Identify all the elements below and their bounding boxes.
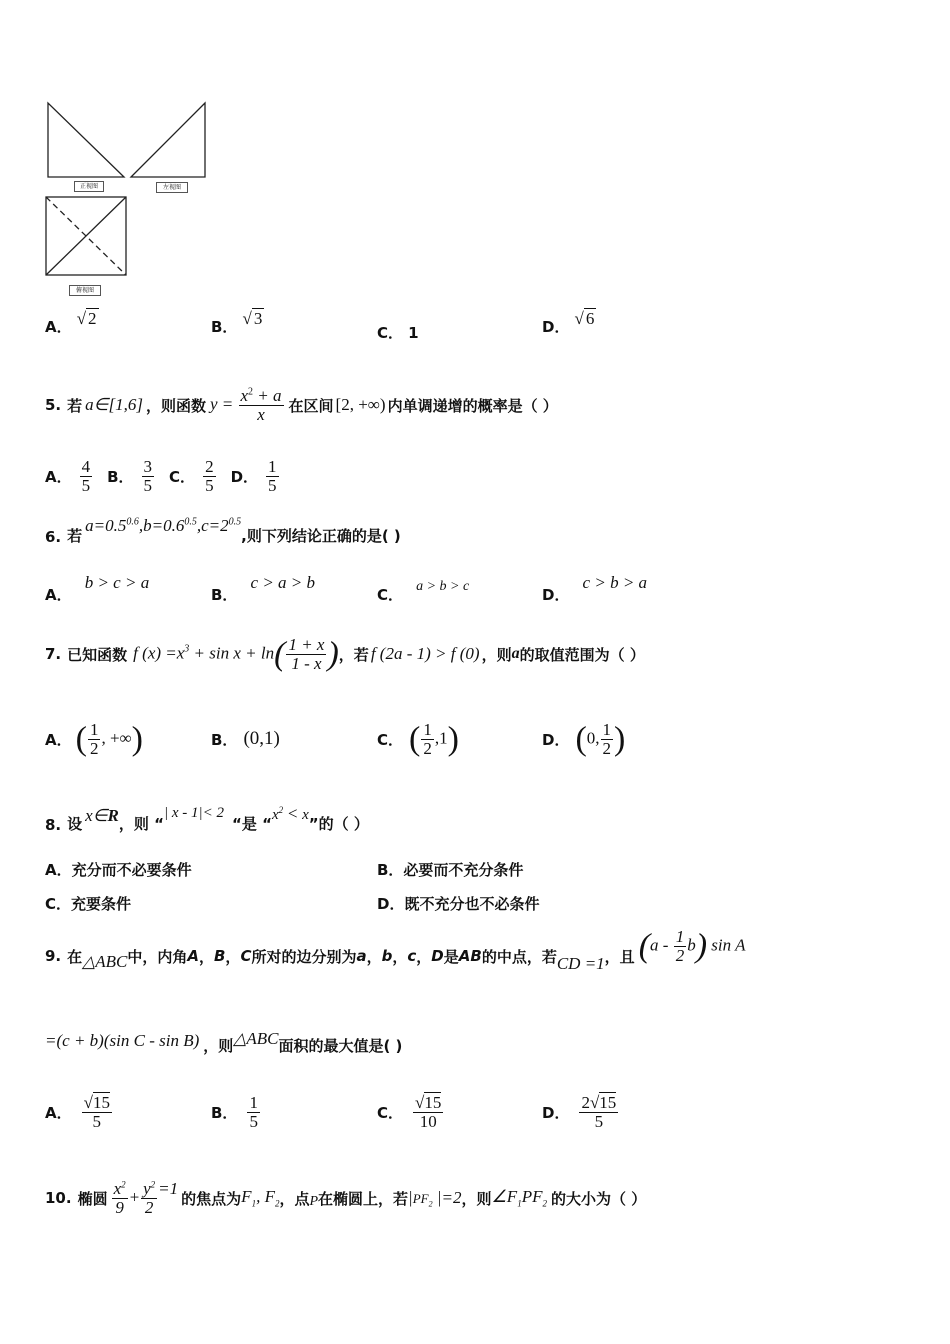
q9-number: 9. <box>45 947 62 965</box>
q5-d-fraction: $\frac{1}{5}$ <box>268 456 277 495</box>
side-view-triangle <box>131 103 205 177</box>
q9-condition-left: (a - $\frac{1}{2}$ b) sin A <box>638 926 746 965</box>
q8-option-a[interactable]: A．充分而不必要条件 <box>45 861 192 879</box>
q10-foci: $F_1$, $F_2$ <box>241 1187 280 1209</box>
q4-option-a[interactable] <box>45 309 99 337</box>
q5-domain: a∈[1,6] <box>85 395 143 414</box>
q7-inequality: f (2a - 1) > f (0) <box>370 644 480 663</box>
q5-number: 5. <box>45 396 62 414</box>
q9-option-a[interactable]: A． $\frac{√15}{5}$ <box>45 1092 110 1131</box>
q5-function: y = $\frac{x^2 + a}{x}$ <box>209 385 282 424</box>
q9-option-d[interactable]: D． $\frac{2√15}{5}$ <box>542 1092 617 1131</box>
q6-option-b[interactable]: B． c > a > b <box>211 573 316 604</box>
q5-interval: [2, +∞) <box>335 395 386 414</box>
q4-a-label: A． <box>45 318 72 336</box>
q5-c-label[interactable]: C． <box>169 467 196 486</box>
q10-angle: $\angle F_1PF_2$ <box>491 1187 547 1209</box>
q10-distance: $|PF_2$ |=2 <box>408 1187 462 1209</box>
q4-c-value: 1 <box>408 324 419 342</box>
q5-a-fraction: $\frac{4}{5}$ <box>81 456 91 495</box>
q6-number: 6. <box>45 528 62 546</box>
q7-option-b[interactable]: B． (0,1) <box>211 728 280 749</box>
q4-option-b[interactable] <box>211 309 264 337</box>
q4-d-label: D． <box>542 318 570 336</box>
q8-option-d[interactable]: D．既不充分也不必条件 <box>377 895 540 913</box>
q8-option-c[interactable]: C．充要条件 <box>45 895 132 913</box>
q5-b-fraction: $\frac{3}{5}$ <box>143 456 153 495</box>
q8-condition-2: $x^2 < x$ <box>271 804 309 823</box>
q6-option-a[interactable]: A． b > c > a <box>45 573 150 604</box>
q8-option-b[interactable]: B．必要而不充分条件 <box>377 861 524 879</box>
q8-var: x∈R <box>85 806 119 825</box>
three-view-figure <box>40 95 220 305</box>
q7-option-c[interactable]: C． ( $\frac{1}{2}$ ,1) <box>377 719 459 758</box>
q9-cd: CD =1 <box>556 954 605 973</box>
q7-option-d[interactable]: D． (0, $\frac{1}{2}$ ) <box>542 719 626 758</box>
q9-option-b[interactable]: B． $\frac{1}{5}$ <box>211 1092 258 1131</box>
q5-c-fraction: $\frac{2}{5}$ <box>205 456 214 495</box>
front-view-label: 正视图 <box>74 181 104 192</box>
front-view-triangle <box>48 103 124 177</box>
top-view-label: 俯视图 <box>69 285 101 296</box>
q6-stem: 6. 若 $a=0.5^{0.6},b=0.6^{0.5},c=2^{0.5}$ ,则下列结论正确的是( ) <box>45 516 401 546</box>
q9-option-c[interactable]: C． $\frac{√15}{10}$ <box>377 1092 442 1131</box>
q9-stem-line1: 9. 在 △ABC 中，内角 A ， B ， C 所对的边分别为 a ， b ， c ， D 是 AB 的中点，若 CD =1 ，且 (a - $\frac{1}{2}$ b) sin A <box>45 926 746 973</box>
q8-number: 8. <box>45 816 62 834</box>
q4-b-label: B． <box>211 318 238 336</box>
q4-d-sqrt: √ 6 <box>574 309 595 328</box>
q5-a-label[interactable]: A． <box>45 467 72 486</box>
q7-function: f $(x) =x^3 + \sin x + \ln$( $\frac{1 + x}{1 - x}$ ) <box>133 634 339 673</box>
q4-option-c[interactable] <box>377 322 419 343</box>
q4-a-sqrt: √ 2 <box>76 309 97 328</box>
q5-options <box>45 452 280 500</box>
q8-stem: 8. 设 x∈R ，则 “ | x - 1|< 2 “是 “ $x^2 < x$ ”的（ ） <box>45 804 369 834</box>
q7-option-a[interactable]: A． ( $\frac{1}{2}$ , +∞) <box>45 719 143 758</box>
q5-b-label[interactable]: B． <box>107 467 134 486</box>
q7-stem: 7. 已知函数 f $(x) =x^3 + \sin x + \ln$( $\frac{1 + x}{1 - x}$ ) ，若 f (2a - 1) > f (0) ，则 a 的取值范围为（ ） <box>45 634 645 673</box>
q7-number: 7. <box>45 645 62 663</box>
q9-triangle: △ABC <box>82 952 128 971</box>
q4-c-label: C． <box>377 324 404 342</box>
q6-values: $a=0.5^{0.6},b=0.6^{0.5},c=2^{0.5}$ <box>85 516 242 535</box>
q4-b-sqrt: √ 3 <box>242 309 263 328</box>
q5-stem: 5. 若 a∈[1,6] ，则函数 y = $\frac{x^2 + a}{x}$ 在区间 [2, +∞) 内单调递增的概率是（ ） <box>45 385 558 424</box>
q5-d-label[interactable]: D． <box>230 467 259 486</box>
q9-stem-line2: =(c + b)(sin C - sin B) ，则 △ABC 面积的最大值是( ) <box>45 1029 403 1055</box>
q4-option-d[interactable] <box>542 309 596 337</box>
q10-ellipse: $\frac{x^2}{9}$ + $\frac{y^2}{2}$ =1 <box>113 1178 179 1217</box>
q8-condition-1: | x - 1|< 2 <box>163 805 224 821</box>
q6-option-d[interactable]: D． c > b > a <box>542 573 648 604</box>
side-view-label: 左视图 <box>156 182 188 193</box>
q9-condition-right: =(c + b)(sin C - sin B) <box>45 1031 200 1050</box>
q10-stem: 10. 椭圆 $\frac{x^2}{9}$ + $\frac{y^2}{2}$ =1 的焦点为 $F_1$, $F_2$ ，点 P 在椭圆上，若 $|PF_2$ |=2 ，则 $\angle F_1PF_2$ 的大小为（ ） <box>45 1178 647 1217</box>
q6-option-c[interactable]: C． a > b > c <box>377 579 470 604</box>
q10-number: 10. <box>45 1189 72 1207</box>
